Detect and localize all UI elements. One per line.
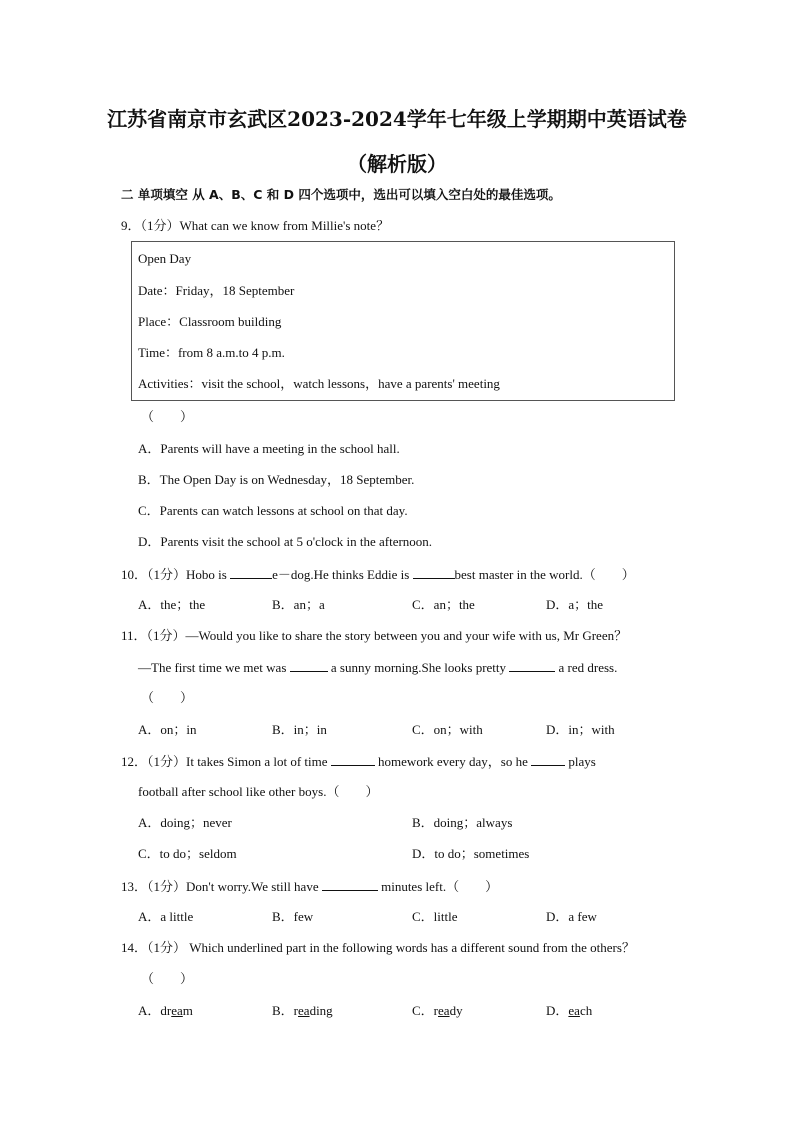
- answer-blank: [290, 659, 328, 672]
- note-line: Activities：visit the school，watch lessons，have a parents' meeting: [138, 376, 500, 391]
- option-b: B．The Open Day is on Wednesday，18 September.: [138, 472, 415, 487]
- option-c: C．little: [412, 909, 458, 924]
- option-d: D．to do；sometimes: [412, 846, 530, 861]
- question-11-line2: —The first time we met was a sunny morning.She looks pretty a red dress.: [138, 660, 618, 675]
- document-subtitle: （解析版）: [347, 152, 447, 176]
- note-line: Time：from 8 a.m.to 4 p.m.: [138, 345, 285, 360]
- option-b: B．reading: [272, 1003, 333, 1018]
- answer-parentheses: （ ）: [141, 690, 194, 705]
- answer-parentheses: （ ）: [141, 409, 194, 424]
- option-d: D．Parents visit the school at 5 o'clock in the afternoon.: [138, 534, 433, 549]
- question-12-stem: 12．（1分）It takes Simon a lot of time homework every day，so he plays: [121, 754, 596, 769]
- answer-blank: [509, 659, 555, 672]
- note-line: Place：Classroom building: [138, 314, 282, 329]
- option-b: B．an；a: [272, 597, 325, 612]
- option-c: C．ready: [412, 1003, 463, 1018]
- answer-blank: [322, 878, 378, 891]
- question-11-stem: 11．（1分）—Would you like to share the story between you and your wife with us, Mr Green？: [121, 628, 628, 643]
- option-d: D．in；with: [546, 722, 615, 737]
- section-header: 二 单项填空 从 A、B、C 和 D 四个选项中，选出可以填入空白处的最佳选项。: [121, 187, 561, 202]
- question-12-line2: football after school like other boys.（ ）: [138, 784, 379, 799]
- option-c: C．on；with: [412, 722, 483, 737]
- option-c: C．to do；seldom: [138, 846, 237, 861]
- document-title: 江苏省南京市玄武区2023-2024学年七年级上学期期中英语试卷: [107, 107, 687, 131]
- option-d: D．each: [546, 1003, 593, 1018]
- option-b: B．in；in: [272, 722, 327, 737]
- answer-blank: [531, 753, 565, 766]
- option-c: C．an；the: [412, 597, 475, 612]
- answer-blank: [331, 753, 375, 766]
- question-10-stem: 10．（1分）Hobo is e－dog.He thinks Eddie is best master in the world.（ ）: [121, 567, 635, 582]
- answer-parentheses: （ ）: [141, 971, 194, 986]
- option-a: A．a little: [138, 909, 194, 924]
- option-d: D．a；the: [546, 597, 604, 612]
- question-14-stem: 14．（1分） Which underlined part in the following words has a different sound from the others？: [121, 940, 635, 955]
- question-13-stem: 13．（1分）Don't worry.We still have minutes left.（ ）: [121, 879, 499, 894]
- option-c: C．Parents can watch lessons at school on that day.: [138, 503, 408, 518]
- question-9-stem: 9．（1分）What can we know from Millie's note？: [121, 218, 390, 233]
- option-a: A．doing；never: [138, 815, 232, 830]
- note-line: Open Day: [138, 251, 192, 266]
- option-b: B．few: [272, 909, 314, 924]
- answer-blank: [230, 566, 272, 579]
- answer-blank: [413, 566, 455, 579]
- option-b: B．doing；always: [412, 815, 513, 830]
- option-a: A．the；the: [138, 597, 206, 612]
- option-d: D．a few: [546, 909, 597, 924]
- note-line: Date：Friday，18 September: [138, 283, 295, 298]
- option-a: A．on；in: [138, 722, 197, 737]
- option-a: A．dream: [138, 1003, 193, 1018]
- option-a: A．Parents will have a meeting in the school hall.: [138, 441, 400, 456]
